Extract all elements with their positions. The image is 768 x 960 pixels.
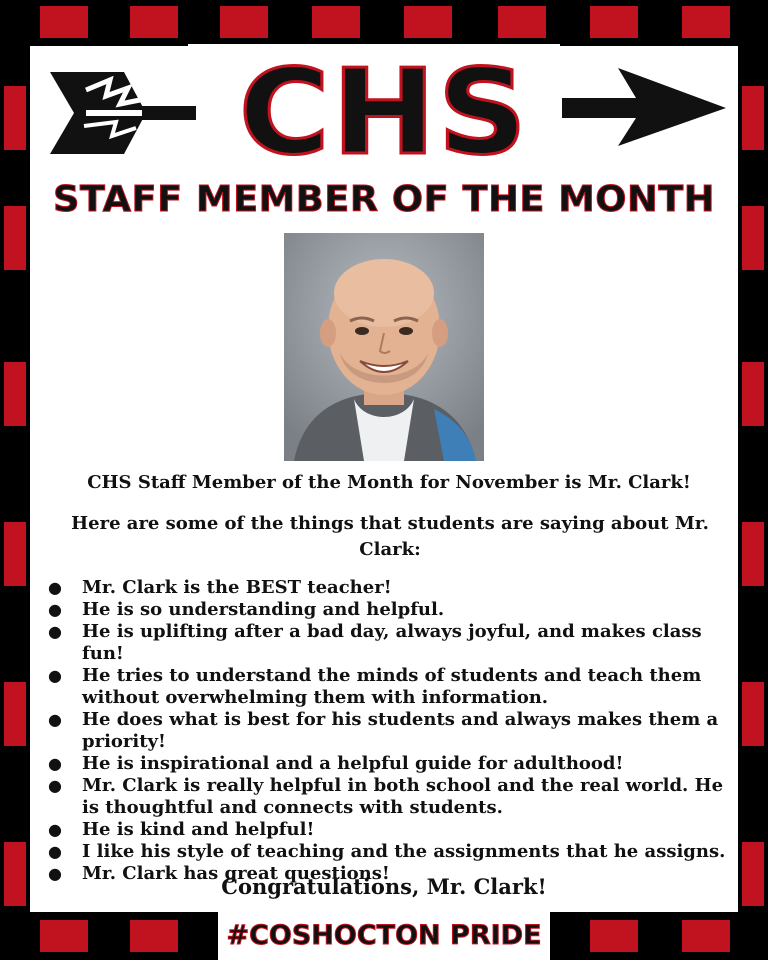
bullet-icon: ● [48, 864, 62, 883]
border-square [4, 682, 26, 746]
quote-text: He is inspirational and a helpful guide for adulthood! [82, 753, 624, 774]
border-square [682, 920, 730, 952]
staff-photo [284, 233, 484, 461]
student-quotes-list [44, 577, 734, 885]
intro-text: Here are some of the things that students are saying about Mr. Clark: [71, 513, 709, 560]
border-square [40, 920, 88, 952]
bullet-icon: ● [48, 600, 62, 619]
congratulations-text: Congratulations, Mr. Clark! [221, 874, 547, 899]
announcement-body [44, 470, 734, 885]
arrow-fletching-icon [46, 66, 196, 160]
quote-text: Mr. Clark has great questions! [82, 863, 390, 884]
list-item [44, 841, 734, 863]
hashtag-banner [218, 912, 550, 960]
border-square [742, 362, 764, 426]
list-item [44, 775, 734, 819]
quote-text: He is uplifting after a bad day, always joyful, and makes class fun! [82, 621, 702, 664]
quote-text: Mr. Clark is the BEST teacher! [82, 577, 392, 598]
header [0, 0, 768, 230]
list-item [44, 709, 734, 753]
hashtag-text: #COSHOCTON PRIDE [226, 920, 542, 951]
bullet-icon: ● [48, 666, 62, 685]
border-square [742, 522, 764, 586]
school-logo-text: CHS [238, 43, 530, 181]
border-square [4, 362, 26, 426]
list-item [44, 621, 734, 665]
list-item [44, 577, 734, 599]
bullet-icon: ● [48, 710, 62, 729]
bullet-icon: ● [48, 776, 62, 795]
bullet-icon: ● [48, 622, 62, 641]
quote-text: Mr. Clark is really helpful in both school and the real world. He is thoughtful and connects with students. [82, 775, 724, 818]
border-square [4, 522, 26, 586]
list-item [44, 819, 734, 841]
quote-text: He is so understanding and helpful. [82, 599, 445, 620]
bullet-icon: ● [48, 820, 62, 839]
border-square [130, 920, 178, 952]
quote-text: I like his style of teaching and the assignments that he assigns. [82, 841, 726, 862]
portrait-image [284, 233, 484, 461]
bullet-icon: ● [48, 842, 62, 861]
announcement-text: CHS Staff Member of the Month for November is Mr. Clark! [87, 472, 691, 493]
quote-text: He does what is best for his students and always makes them a priority! [82, 709, 719, 752]
list-item [44, 665, 734, 709]
border-square [590, 920, 638, 952]
border-square [742, 682, 764, 746]
quote-text: He is kind and helpful! [82, 819, 315, 840]
poster-title: STAFF MEMBER OF THE MONTH [52, 179, 716, 220]
list-item [44, 599, 734, 621]
list-item [44, 753, 734, 775]
bullet-icon: ● [48, 578, 62, 597]
quote-text: He tries to understand the minds of students and teach them without overwhelming them with information. [82, 665, 702, 708]
arrow-head-icon [562, 64, 726, 148]
bullet-icon: ● [48, 754, 62, 773]
